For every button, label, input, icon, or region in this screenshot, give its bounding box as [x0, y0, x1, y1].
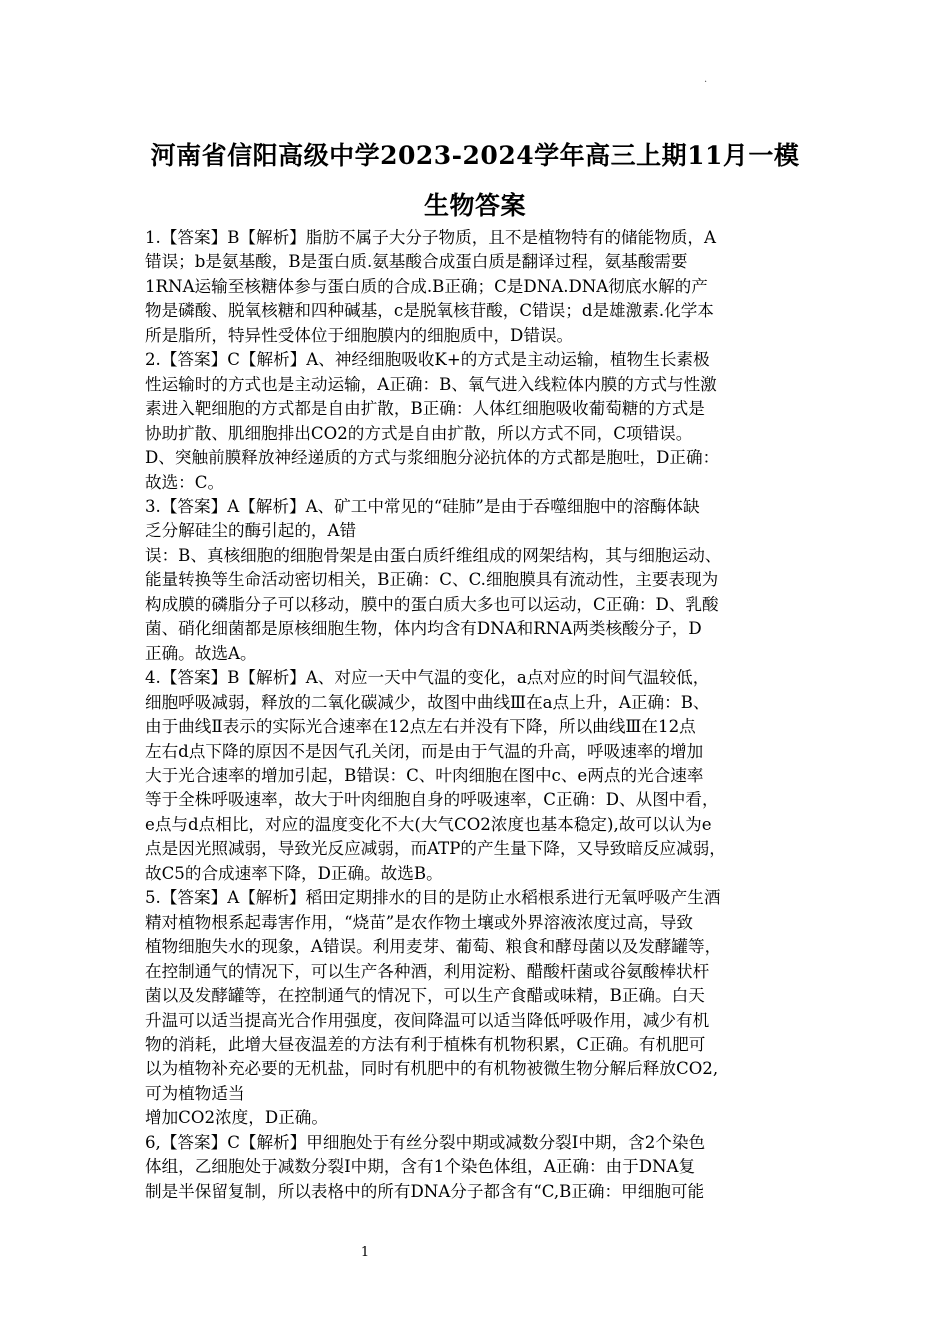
text-line: 1RNA运输至核糖体参与蛋白质的合成.B正确；C是DNA.DNA彻底水解的产 [145, 276, 708, 296]
text-line: 精对植物根系起毒害作用，“烧苗”是农作物土壤或外界溶液浓度过高，导致 [145, 912, 693, 932]
text-line: 误：B、真核细胞的细胞骨架是由蛋白质纤维组成的网架结构，其与细胞运动、 [145, 545, 722, 565]
text-line: D、突触前膜释放神经递质的方式与浆细胞分泌抗体的方式都是胞吐，D正确： [145, 448, 720, 468]
text-line: 故选：C。 [145, 472, 225, 492]
document-title: 河南省信阳高级中学2023-2024学年高三上期11月一模 [150, 141, 800, 170]
text-line: 在控制通气的情况下，可以生产各种酒，利用淀粉、醋酸杆菌或谷氨酸棒状杆 [145, 961, 710, 981]
text-line: 左右d点下降的原因不是因气孔关闭，而是由于气温的升高，呼吸速率的增加 [145, 741, 704, 761]
text-line: 物是磷酸、脱氧核糖和四种碱基，c是脱氧核苷酸，C错误；d是雄激素.化学本 [145, 301, 714, 321]
text-line: 等于全株呼吸速率，故大于叶肉细胞自身的呼吸速率，C正确：D、从图中看， [145, 790, 719, 810]
header-mark: . [704, 74, 708, 85]
text-line: 制是半保留复制，所以表格中的所有DNA分子都含有“C,B正确：甲细胞可能 [145, 1181, 705, 1201]
text-line: 能量转换等生命活动密切相关，B正确：C、C.细胞膜具有流动性，主要表现为 [145, 570, 719, 590]
text-line: 6,【答案】C【解析】甲细胞处于有丝分裂中期或减数分裂I中期，含2个染色 [145, 1132, 706, 1152]
text-line: 细胞呼吸减弱，释放的二氧化碳减少，故图中曲线Ⅲ在a点上升，A正确：B、 [145, 692, 710, 712]
text-line: 点是因光照减弱，导致光反应减弱，而ATP的产生量下降，又导致暗反应减弱， [145, 839, 726, 859]
text-line: 故C5的合成速率下降，D正确。故选B。 [145, 863, 443, 883]
text-line: 乏分解硅尘的酶引起的，A错 [145, 521, 357, 541]
text-line: 大于光合速率的增加引起，B错误：C、叶肉细胞在图中c、e两点的光合速率 [145, 765, 704, 785]
text-line: 以为植物补充必要的无机盐，同时有机肥中的有机物被微生物分解后释放CO2, [145, 1059, 719, 1079]
text-line: 升温可以适当提高光合作用强度，夜间降温可以适当降低呼吸作用，减少有机 [145, 1010, 710, 1030]
text-line: 协助扩散、肌细胞排出CO2的方式是自由扩散，所以方式不同，C项错误。 [145, 423, 693, 443]
text-line: 2.【答案】C【解析】A、神经细胞吸收K+的方式是主动运输，植物生长素极 [145, 350, 710, 370]
text-line: 1.【答案】B【解析】脂肪不属子大分子物质，且不是植物特有的储能物质，A [145, 228, 717, 247]
text-line: 由于曲线Ⅱ表示的实际光合速率在12点左右并没有下降，所以曲线Ⅲ在12点 [145, 717, 696, 737]
text-line: 正确。故选A。 [145, 643, 257, 663]
text-line: 4.【答案】B【解析】A、对应一天中气温的变化，a点对应的时间气温较低， [145, 668, 710, 688]
text-line: 所是脂所，特异性受体位于细胞膜内的细胞质中，D错误。 [145, 325, 574, 345]
text-line: 可为植物适当 [145, 1083, 245, 1103]
text-line: e点与d点相比，对应的温度变化不大(大气CO2浓度也基本稳定),故可以认为e [145, 814, 712, 834]
text-line: 构成膜的磷脂分子可以移动，膜中的蛋白质大多也可以运动，C正确：D、乳酸 [145, 594, 719, 614]
page-number: 1 [360, 1245, 370, 1260]
text-line: 5.【答案】A【解析】稻田定期排水的目的是防止水稻根系进行无氧呼吸产生酒 [145, 888, 721, 908]
document-subtitle: 生物答案 [423, 191, 526, 220]
text-line: 菌、硝化细菌都是原核细胞生物，体内均含有DNA和RNA两类核酸分子，D [145, 619, 702, 639]
text-line: 体组，乙细胞处于减数分裂I中期，含有1个染色体组，A正确：由于DNA复 [145, 1157, 696, 1177]
text-line: 素进入靶细胞的方式都是自由扩散，B正确：人体红细胞吸收葡萄糖的方式是 [145, 399, 705, 419]
text-line: 植物细胞失水的现象，A错误。利用麦芽、葡萄、粮食和酵母菌以及发酵罐等， [145, 937, 722, 957]
text-line: 菌以及发酵罐等，在控制通气的情况下，可以生产食醋或味精，B正确。白天 [145, 986, 705, 1006]
text-line: 错误；b是氨基酸，B是蛋白质.氨基酸合成蛋白质是翻译过程，氨基酸需要 [145, 252, 688, 272]
text-line: 3.【答案】A【解析】A、矿工中常见的“硅肺”是由于吞噬细胞中的溶酶体缺 [145, 496, 700, 516]
text-line: 增加CO2浓度，D正确。 [145, 1108, 328, 1128]
text-line: 性运输时的方式也是主动运输，A正确：B、氧气进入线粒体内膜的方式与性激 [145, 374, 717, 394]
answer-body [145, 226, 815, 1204]
text-line: 物的消耗，此增大昼夜温差的方法有利于植株有机物积累，C正确。有机肥可 [145, 1034, 706, 1054]
